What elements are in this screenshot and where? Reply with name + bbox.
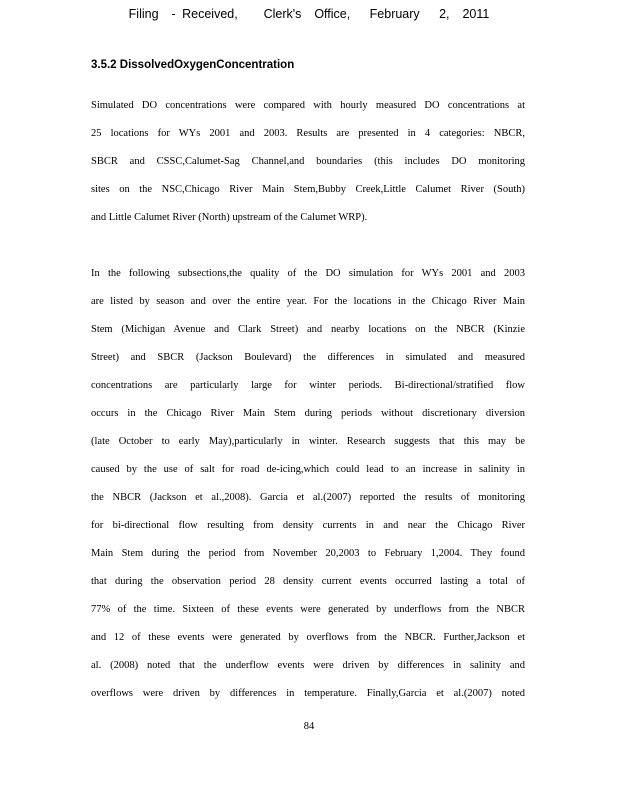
text-line: that during the observation period 28 density current events occurred lasting a total of — [91, 576, 525, 587]
text-line: occurs in the Chicago River Main Stem during periods without discretionary diversion — [91, 408, 525, 419]
text-line: SBCR and CSSC,Calumet-Sag Channel,and boundaries (this includes DO monitoring — [91, 156, 525, 167]
paragraph-1 — [91, 99, 525, 239]
section-heading: 3.5.2 DissolvedOxygenConcentration — [91, 59, 295, 71]
page-number: 84 — [303, 721, 315, 732]
text-line: 77% of the time. Sixteen of these events were generated by underflows from the NBCR — [91, 604, 525, 615]
text-line: and 12 of these events were generated by overflows from the NBCR. Further,Jackson et — [91, 632, 525, 643]
text-line: (late October to early May),particularly in winter. Research suggests that this may be — [91, 436, 525, 447]
filing-stamp-header: Filing - Received, Clerk's Office, February 2, 2011 — [128, 7, 490, 21]
text-line: Main Stem during the period from November 20,2003 to February 1,2004. They found — [91, 548, 525, 559]
text-line: Street) and SBCR (Jackson Boulevard) the differences in simulated and measured — [91, 352, 525, 363]
text-line: 25 locations for WYs 2001 and 2003. Results are presented in 4 categories: NBCR, — [91, 128, 525, 139]
text-line: caused by the use of salt for road de-icing,which could lead to an increase in salinity in — [91, 464, 525, 475]
text-line: are listed by season and over the entire year. For the locations in the Chicago River Main — [91, 296, 525, 307]
text-line: overflows were driven by differences in temperature. Finally,Garcia et al.(2007) noted — [91, 688, 525, 699]
text-line: sites on the NSC,Chicago River Main Stem,Bubby Creek,Little Calumet River (South) — [91, 184, 525, 195]
text-line: In the following subsections,the quality of the DO simulation for WYs 2001 and 2003 — [91, 268, 525, 279]
text-line: concentrations are particularly large for winter periods. Bi-directional/stratified flow — [91, 380, 525, 391]
text-line: the NBCR (Jackson et al.,2008). Garcia et al.(2007) reported the results of monitoring — [91, 492, 525, 503]
text-line: and Little Calumet River (North) upstream of the Calumet WRP). — [91, 212, 368, 223]
paragraph-2 — [91, 267, 525, 715]
text-line: Simulated DO concentrations were compared with hourly measured DO concentrations at — [91, 100, 525, 111]
text-line: al. (2008) noted that the underflow events were driven by differences in salinity and — [91, 660, 525, 671]
text-line: Stem (Michigan Avenue and Clark Street) and nearby locations on the NBCR (Kinzie — [91, 324, 525, 335]
text-line: for bi-directional flow resulting from density currents in and near the Chicago River — [91, 520, 525, 531]
